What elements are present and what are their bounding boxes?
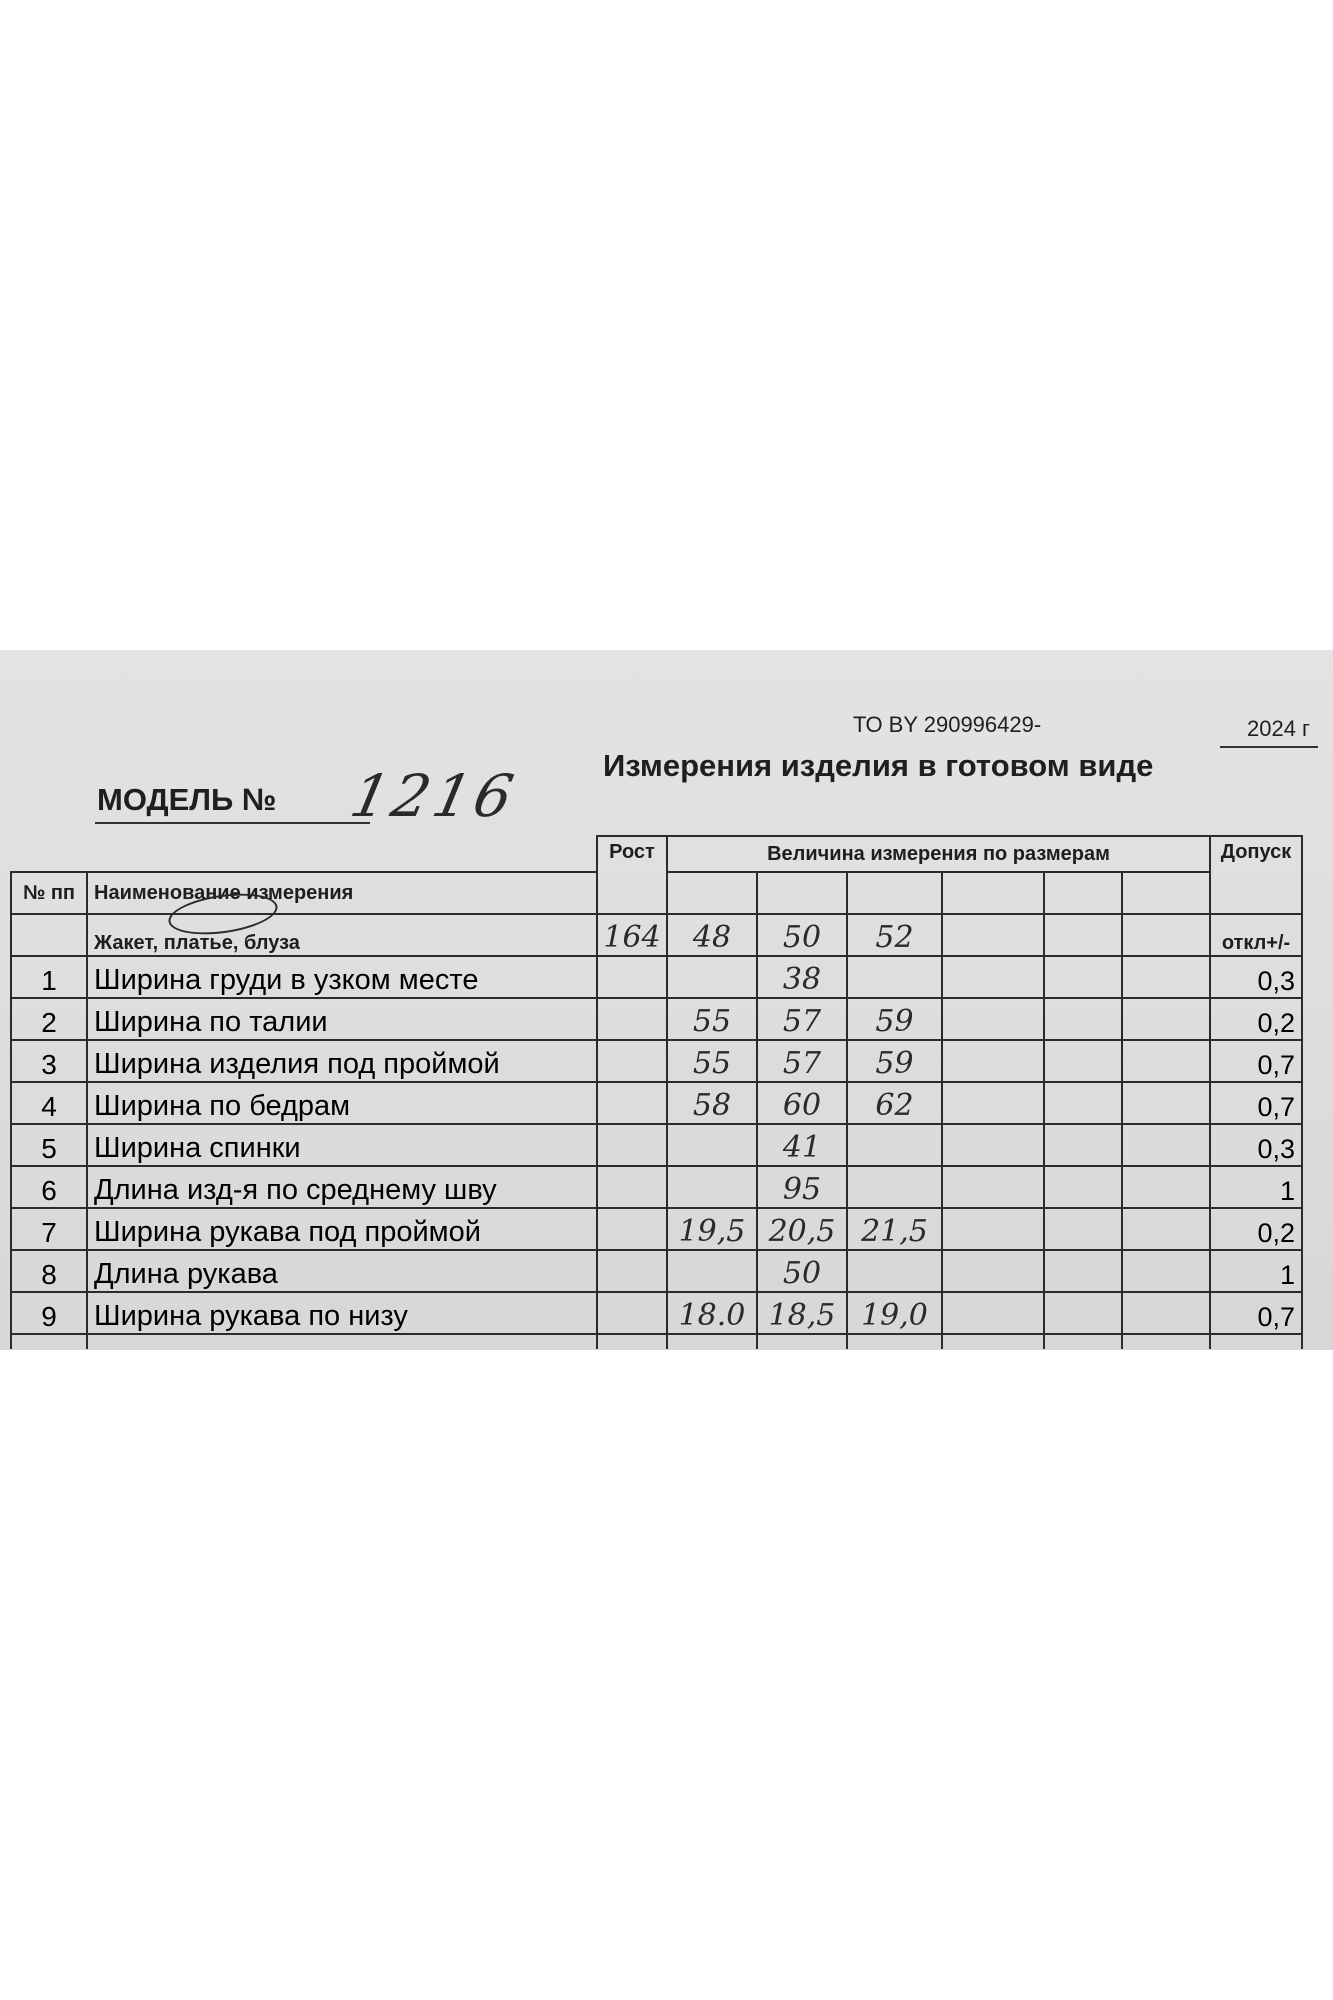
col-sizes-header: Величина измерения по размерам (667, 836, 1210, 872)
empty-cell (1044, 1250, 1122, 1292)
value-48 (667, 1166, 757, 1208)
model-number: 1216 (344, 762, 523, 830)
value-52: 21,5 (847, 1208, 942, 1250)
col-name-header: Наименование измерения (87, 872, 597, 914)
value-48: 55 (667, 998, 757, 1040)
value-48: 19,5 (667, 1208, 757, 1250)
empty-cell (1122, 1334, 1210, 1349)
value-50: 38 (757, 956, 847, 998)
empty-cell (1044, 956, 1122, 998)
empty-cell (1122, 1250, 1210, 1292)
empty-cell (757, 1334, 847, 1349)
height-cell (597, 1250, 667, 1292)
value-52 (847, 1250, 942, 1292)
height-cell (597, 998, 667, 1040)
table-row (11, 1040, 1302, 1082)
empty-cell (942, 1334, 1044, 1349)
tolerance: 0,2 (1210, 998, 1302, 1040)
value-52 (847, 956, 942, 998)
value-50: 95 (757, 1166, 847, 1208)
empty-cell (942, 1040, 1044, 1082)
empty-cell (1122, 1124, 1210, 1166)
measurement-name: Ширина рукава по низу (87, 1292, 597, 1334)
empty-cell (1122, 1208, 1210, 1250)
empty-cell (1044, 1292, 1122, 1334)
empty-cell (942, 1292, 1044, 1334)
value-52 (847, 1166, 942, 1208)
empty-cell (1122, 1292, 1210, 1334)
empty-cell (1122, 1166, 1210, 1208)
empty-cell (942, 1250, 1044, 1292)
empty-cell (1044, 1334, 1122, 1349)
value-50: 41 (757, 1124, 847, 1166)
value-48 (667, 1250, 757, 1292)
to-code: ТО BY 290996429- (853, 712, 1042, 737)
tolerance: 1 (1210, 1166, 1302, 1208)
table-body (11, 956, 1302, 1349)
product-types: Жакет, платье, блуза (87, 914, 597, 956)
height-cell (597, 1124, 667, 1166)
empty-cell (1044, 1082, 1122, 1124)
value-48: 55 (667, 1040, 757, 1082)
value-52: 19,0 (847, 1292, 942, 1334)
size-48: 48 (667, 914, 757, 956)
row-number: 6 (11, 1166, 87, 1208)
empty-cell (1044, 998, 1122, 1040)
height-cell (597, 1040, 667, 1082)
year-underline (1220, 746, 1318, 748)
empty-cell (1122, 1082, 1210, 1124)
row-number: 5 (11, 1124, 87, 1166)
measurement-name: Длина рукава (87, 1250, 597, 1292)
value-48 (667, 956, 757, 998)
size-52: 52 (847, 914, 942, 956)
tolerance: 1 (1210, 1250, 1302, 1292)
row-number: 9 (11, 1292, 87, 1334)
empty-cell (597, 1334, 667, 1349)
table-row (11, 1250, 1302, 1292)
value-50: 57 (757, 1040, 847, 1082)
col-tolerance-header-2: откл+/- (1210, 914, 1302, 956)
value-52: 59 (847, 998, 942, 1040)
height-cell (597, 1208, 667, 1250)
tolerance: 0,7 (1210, 1082, 1302, 1124)
col-tolerance-header-1: Допуск (1210, 836, 1302, 914)
value-48: 18.0 (667, 1292, 757, 1334)
col-num-header: № пп (11, 872, 87, 914)
empty-cell (87, 1334, 597, 1349)
table-row (11, 1124, 1302, 1166)
height-cell (597, 1082, 667, 1124)
measurement-name: Ширина изделия под проймой (87, 1040, 597, 1082)
empty-cell (942, 1166, 1044, 1208)
value-52 (847, 1124, 942, 1166)
empty-cell (1210, 1334, 1302, 1349)
empty-cell (942, 998, 1044, 1040)
table-row (11, 1082, 1302, 1124)
height-cell (597, 1292, 667, 1334)
empty-cell (942, 956, 1044, 998)
value-48: 58 (667, 1082, 757, 1124)
empty-cell (942, 1124, 1044, 1166)
empty-cell (1122, 956, 1210, 998)
empty-cell (1044, 1208, 1122, 1250)
empty-cell (1122, 1040, 1210, 1082)
size-50: 50 (757, 914, 847, 956)
value-50: 60 (757, 1082, 847, 1124)
empty-cell (942, 1082, 1044, 1124)
row-number: 2 (11, 998, 87, 1040)
measurement-name: Ширина по бедрам (87, 1082, 597, 1124)
value-50: 18,5 (757, 1292, 847, 1334)
row-number: 1 (11, 956, 87, 998)
measurement-name: Ширина спинки (87, 1124, 597, 1166)
table-row (11, 998, 1302, 1040)
table-row (11, 956, 1302, 998)
empty-cell (847, 1334, 942, 1349)
height-cell (597, 956, 667, 998)
value-48 (667, 1124, 757, 1166)
row-number: 3 (11, 1040, 87, 1082)
model-label: МОДЕЛЬ № (97, 782, 277, 817)
empty-cell (1044, 1166, 1122, 1208)
tolerance: 0,2 (1210, 1208, 1302, 1250)
height-value: 164 (597, 914, 667, 956)
measurement-table-wrap (0, 835, 1333, 1350)
value-50: 57 (757, 998, 847, 1040)
col-height-header: Рост (597, 836, 667, 914)
empty-cell (1044, 1124, 1122, 1166)
table-row (11, 1292, 1302, 1334)
empty-cell (1122, 998, 1210, 1040)
measurement-name: Ширина рукава под проймой (87, 1208, 597, 1250)
value-50: 20,5 (757, 1208, 847, 1250)
height-cell (597, 1166, 667, 1208)
document-title: Измерения изделия в готовом виде (603, 748, 1154, 783)
tolerance: 0,3 (1210, 956, 1302, 998)
table-row-empty (11, 1334, 1302, 1349)
empty-cell (667, 1334, 757, 1349)
table-row (11, 1208, 1302, 1250)
tolerance: 0,3 (1210, 1124, 1302, 1166)
document-photo (0, 650, 1333, 1350)
measurement-name: Ширина груди в узком месте (87, 956, 597, 998)
value-52: 59 (847, 1040, 942, 1082)
measurement-name: Длина изд-я по среднему шву (87, 1166, 597, 1208)
measurement-name: Ширина по талии (87, 998, 597, 1040)
row-number: 7 (11, 1208, 87, 1250)
tolerance: 0,7 (1210, 1040, 1302, 1082)
model-underline (95, 822, 370, 824)
empty-cell (942, 1208, 1044, 1250)
row-number: 4 (11, 1082, 87, 1124)
table-row (11, 1166, 1302, 1208)
empty-cell (1044, 1040, 1122, 1082)
row-number: 8 (11, 1250, 87, 1292)
value-50: 50 (757, 1250, 847, 1292)
empty-cell (11, 1334, 87, 1349)
tolerance: 0,7 (1210, 1292, 1302, 1334)
year: 2024 г (1247, 716, 1311, 741)
value-52: 62 (847, 1082, 942, 1124)
